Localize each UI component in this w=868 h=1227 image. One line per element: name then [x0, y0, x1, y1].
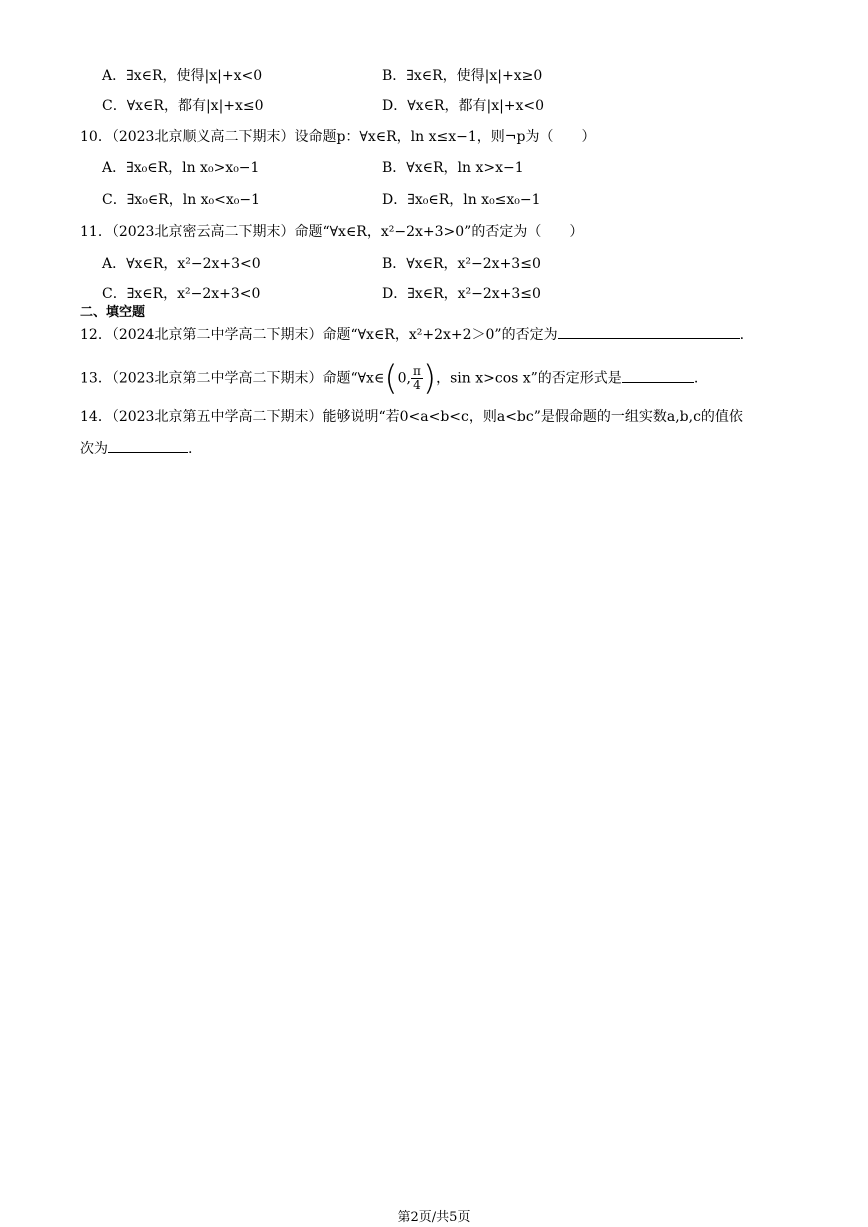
right-paren: ): [422, 358, 437, 399]
q9-option-a: A．∃x∈R，使得|x|+x<0: [102, 68, 263, 84]
section-title: 二、填空题: [80, 305, 146, 320]
q10-option-d: D．∃x₀∈R，ln x₀≤x₀−1: [382, 192, 541, 208]
q11-option-d: D．∃x∈R，x²−2x+3≤0: [382, 286, 541, 302]
q9-option-d: D．∀x∈R，都有|x|+x<0: [382, 98, 545, 114]
q13-zero: 0,: [397, 370, 411, 387]
q12-end: .: [739, 327, 745, 343]
q14-line2: [80, 438, 192, 459]
q12: [80, 324, 744, 345]
left-paren: (: [384, 358, 398, 399]
fraction-denominator: 4: [413, 378, 421, 392]
q9-option-b: B．∃x∈R，使得|x|+x≥0: [382, 68, 543, 84]
q11-option-c: C．∃x∈R，x²−2x+3<0: [102, 286, 261, 302]
q11-option-b: B．∀x∈R，x²−2x+3≤0: [382, 256, 541, 272]
q10-option-b: B．∀x∈R，ln x>x−1: [382, 160, 524, 176]
q14-line1: 14．（2023北京第五中学高二下期末）能够说明“若0<a<b<c，则a<bc”是假命题的一组实数a,b,c的值依: [80, 409, 743, 425]
page-number: 第2页/共5页: [397, 1210, 471, 1225]
q10-stem: 10．（2023北京顺义高二下期末）设命题p：∀x∈R，ln x≤x−1，则¬p为（ ）: [80, 129, 596, 145]
q13-text-a: 13．（2023北京第二中学高二下期末）命题“∀x∈: [80, 370, 385, 387]
fraction-numerator: π: [412, 364, 421, 378]
q14-end: .: [188, 441, 193, 457]
q10-option-c: C．∃x₀∈R，ln x₀<x₀−1: [102, 192, 261, 208]
q13-end: .: [693, 370, 699, 387]
q13: [80, 358, 699, 399]
q11-option-a: A．∀x∈R，x²−2x+3<0: [102, 256, 261, 272]
q11-stem: 11．（2023北京密云高二下期末）命题“∀x∈R，x²−2x+3>0”的否定为（ ）: [80, 224, 584, 240]
pi-over-4-fraction: [411, 365, 423, 392]
q12-answer-blank[interactable]: [558, 324, 740, 339]
q10-option-a: A．∃x₀∈R，ln x₀>x₀−1: [102, 160, 260, 176]
q9-option-c: C．∀x∈R，都有|x|+x≤0: [102, 98, 264, 114]
q14-answer-blank[interactable]: [108, 438, 188, 453]
q14-text-2: 次为: [80, 441, 108, 457]
q12-text: 12．（2024北京第二中学高二下期末）命题“∀x∈R，x²+2x+2＞0”的否定为: [80, 327, 558, 343]
q13-answer-blank[interactable]: [622, 368, 694, 383]
q13-text-b: ，sin x>cos x”的否定形式是: [436, 370, 622, 387]
